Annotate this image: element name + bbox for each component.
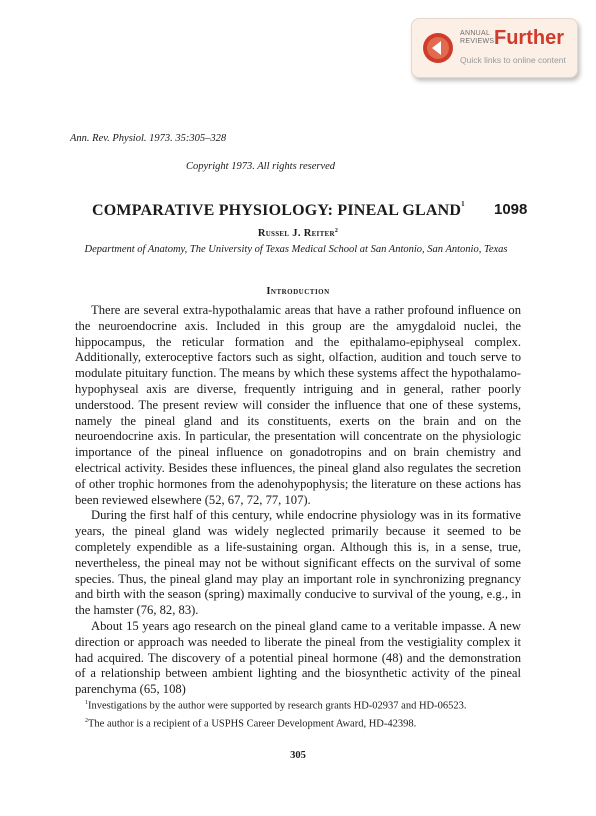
- footnote: [75, 714, 521, 732]
- further-banner[interactable]: [411, 18, 578, 78]
- article-title-text: COMPARATIVE PHYSIOLOGY: PINEAL GLAND: [92, 202, 462, 219]
- author-footnote-mark: 2: [334, 228, 339, 234]
- footnote-mark: 2: [85, 717, 88, 724]
- footnote-text: Investigations by the author were supported by research grants HD-02937 and HD-06523.: [88, 700, 467, 712]
- author-name: Russel J. Reiter: [257, 228, 335, 239]
- article-title: [92, 202, 465, 220]
- annual-reviews-logo-icon: [422, 32, 454, 64]
- footnote: [75, 696, 521, 714]
- page-number: 305: [290, 750, 306, 761]
- footnotes: [75, 696, 521, 731]
- author-affiliation: Department of Anatomy, The University of Texas Medical School at San Antonio, San Antonio, Texas: [84, 244, 508, 255]
- paragraph: There are several extra-hypothalamic areas that have a rather profound influence on the neuroendocrine axis. Included in this group are the amygdaloid nuclei, the hippocampus, the reticular formation and the epithalamo-epiphyseal complex. Additionally, exteroceptive factors such as sight, olfaction, audition and touch serve to modulate pituitary function. The means by which these systems affect the hypothalamo-hypophyseal axis are diverse, frequently intriguing and in general, rather poorly understood. The present review will consider the influence that one of these systems, namely the pineal gland and its constituents, exerts on the brain and on the neuroendocrine axis. In particular, the presentation will concentrate on the physiologic importance of the pineal influence on gonadotropins and on brain chemistry and electrical activity. Besides these influences, the pineal gland also regulates the secretion of other trophic hormones from the adenohypophysis; the literature on these actions has been reviewed elsewhere (52, 67, 72, 77, 107).: [75, 303, 521, 507]
- title-footnote-mark: 1: [461, 200, 465, 208]
- paragraph: About 15 years ago research on the pineal gland came to a veritable impasse. A new direction or approach was needed to liberate the pineal from the vestigiality complex it had acquired. The discovery of a potential pineal hormone (48) and the demonstration of a relationship between ambient lighting and the biosynthetic activity of the pineal parenchyma (65, 108): [75, 618, 521, 697]
- section-heading: Introduction: [266, 286, 330, 297]
- copyright-notice: Copyright 1973. All rights reserved: [186, 161, 336, 172]
- accession-stamp: 1098: [494, 201, 528, 218]
- further-subtitle: Quick links to online content: [460, 55, 566, 65]
- body-text: [75, 303, 521, 698]
- annual-reviews-brand: ANNUAL REVIEWS: [460, 30, 495, 45]
- paragraph: During the first half of this century, while endocrine physiology was in its formative years, the pineal gland was widely neglected primarily because it seemed to be completely expendible as a life-sustaining organ. Although this is, in a sense, true, nevertheless, the pineal may not be without significant effects on the survival of some species. Thus, the pineal gland may play an important role in synchronizing pregnancy and birth with the season (spring) maximally conducive to survival of the young, e.g., in the hamster (76, 82, 83).: [75, 508, 521, 618]
- footnote-text: The author is a recipient of a USPHS Career Development Award, HD-42398.: [88, 718, 417, 729]
- footnote-mark: 1: [85, 700, 88, 706]
- further-label: Further: [494, 27, 564, 49]
- author-line: [0, 228, 596, 239]
- journal-citation: Ann. Rev. Physiol. 1973. 35:305–328: [70, 133, 227, 144]
